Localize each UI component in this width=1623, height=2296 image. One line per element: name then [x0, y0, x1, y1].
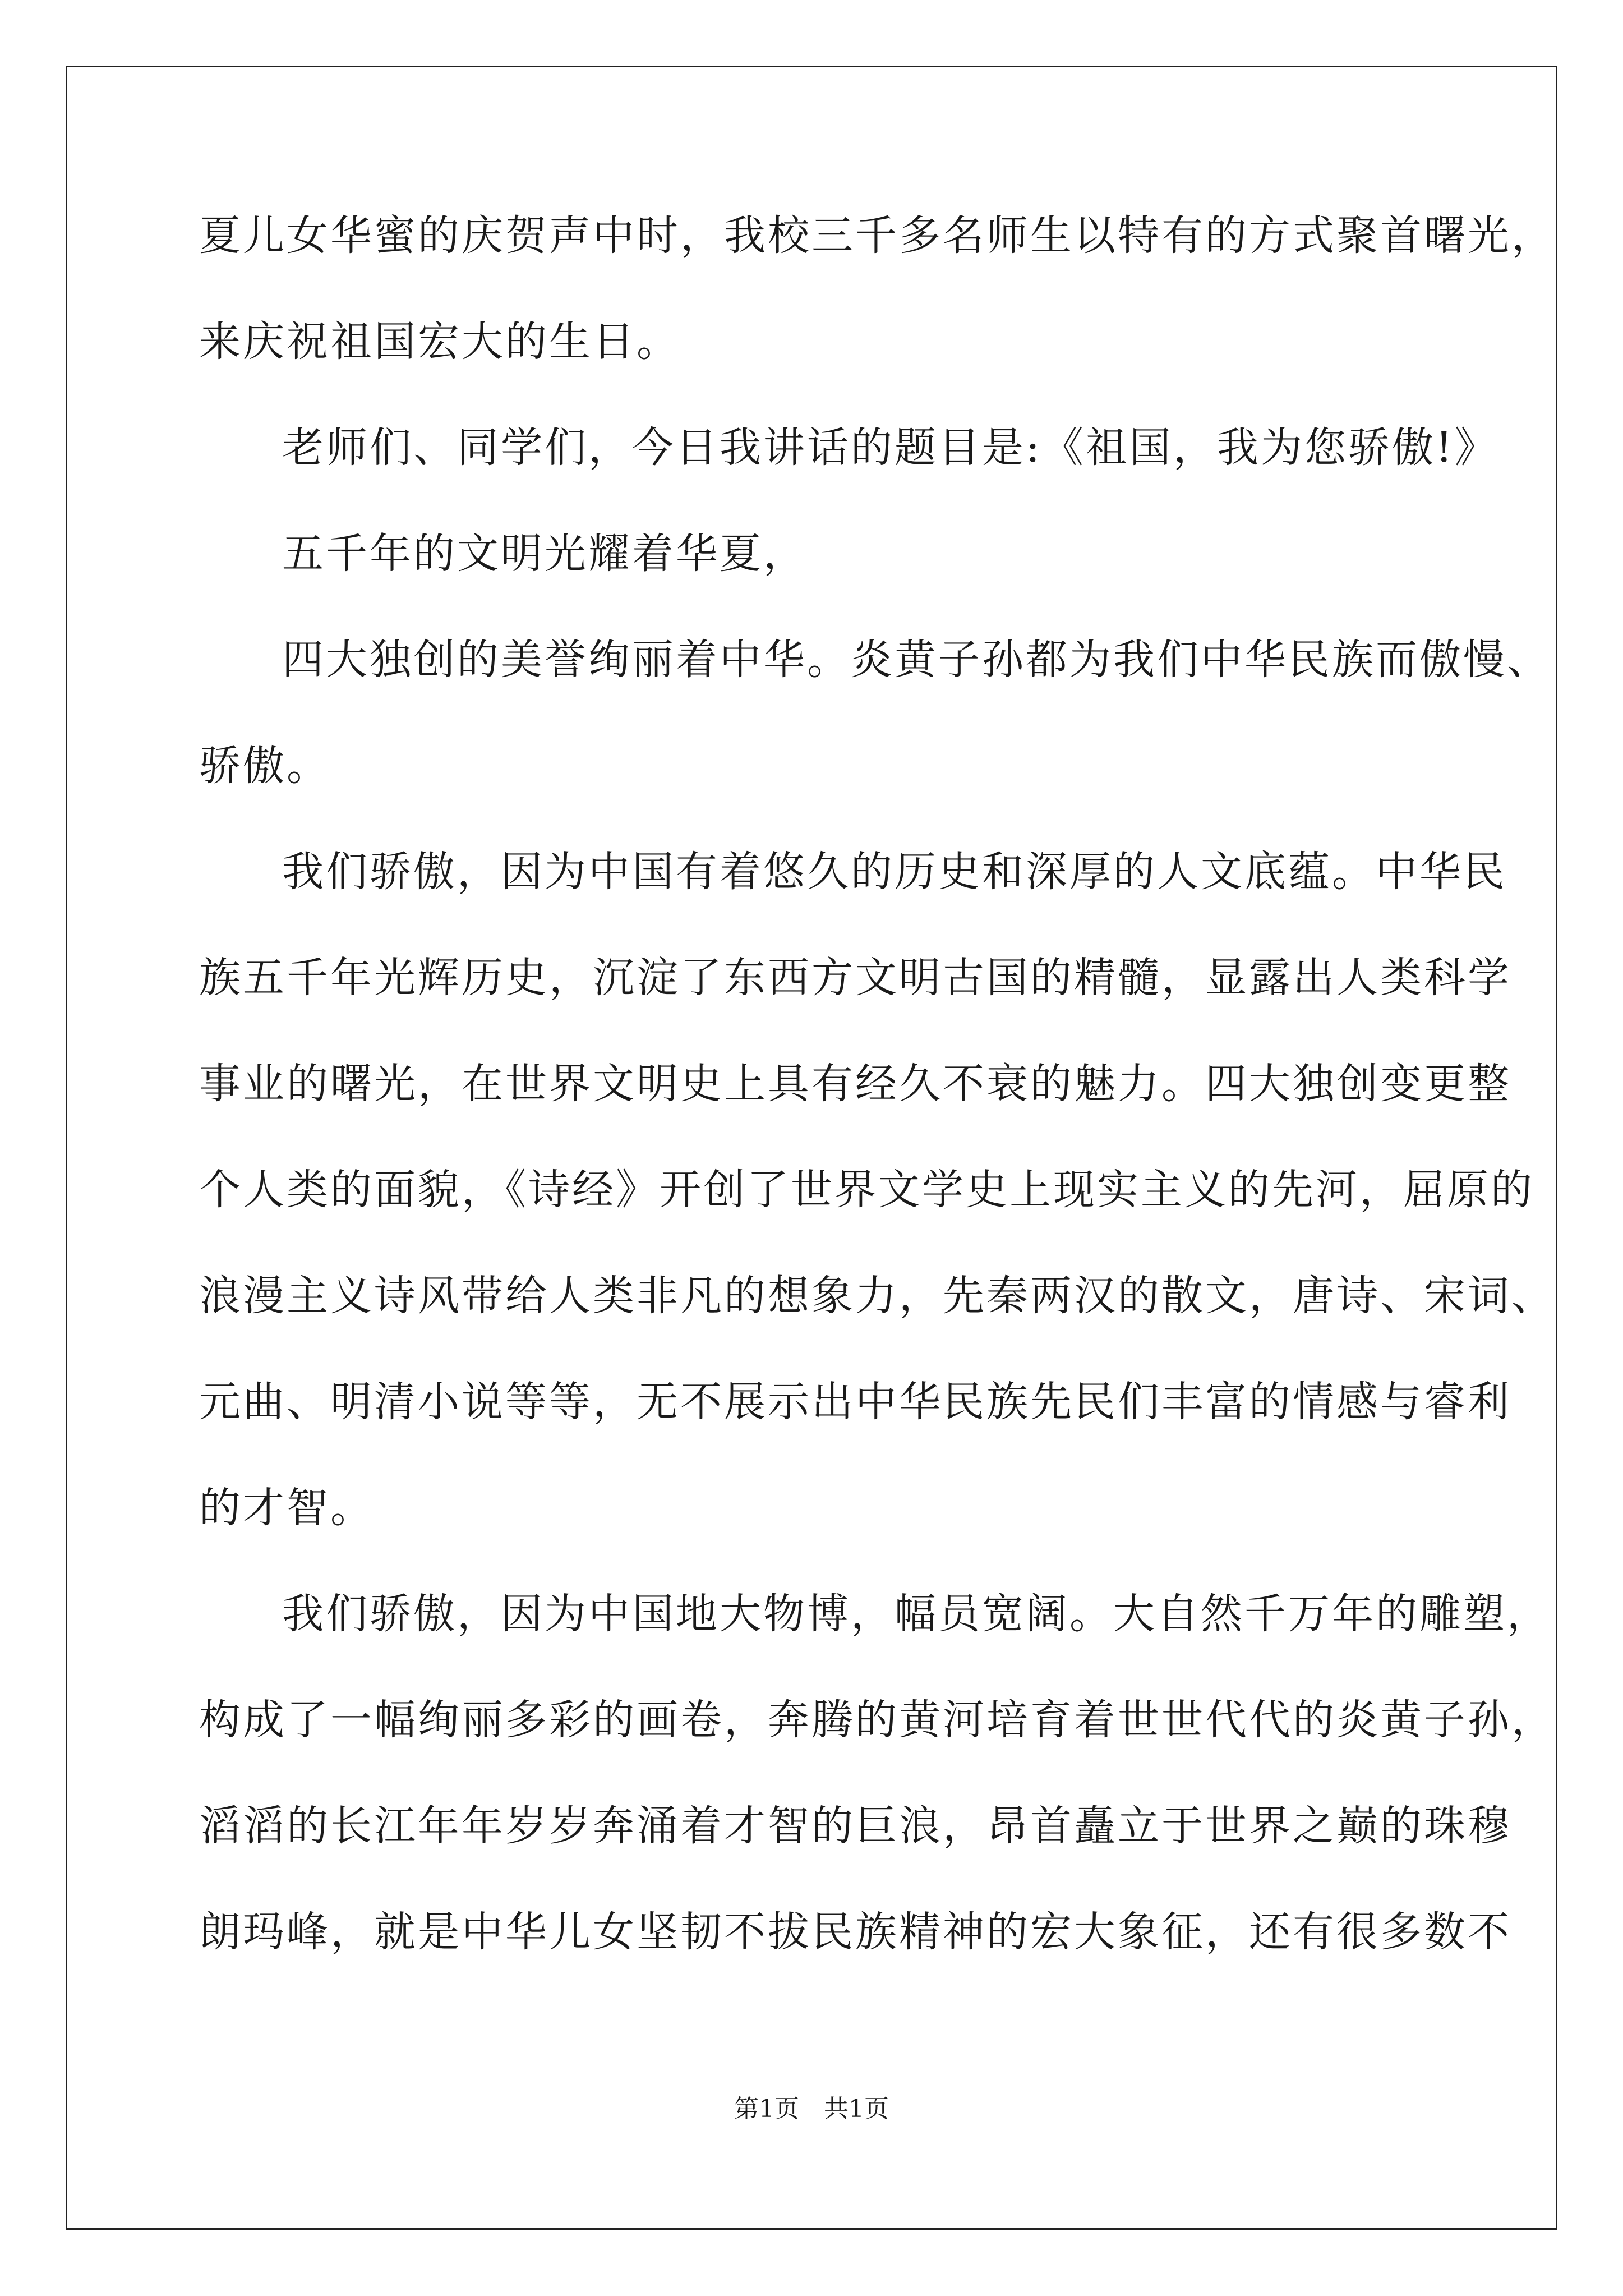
text-line: 来庆祝祖国宏大的生日。 — [199, 318, 680, 366]
text-line: 老师们、同学们，今日我讲话的题目是:《祖国，我为您骄傲!》 — [282, 424, 1498, 472]
text-line: 我们骄傲，因为中国地大物博，幅员宽阔。大自然千万年的雕塑， — [282, 1590, 1551, 1638]
text-line: 夏儿女华蜜的庆贺声中时，我校三千多名师生以特有的方式聚首曙光， — [199, 211, 1555, 260]
text-line: 元曲、明清小说等等，无不展示出中华民族先民们丰富的情感与睿利 — [199, 1378, 1511, 1426]
text-line: 事业的曙光，在世界文明史上具有经久不衰的魅力。四大独创变更整 — [199, 1060, 1511, 1108]
text-line: 滔滔的长江年年岁岁奔涌着才智的巨浪，昂首矗立于世界之巅的珠穆 — [199, 1802, 1511, 1850]
text-line: 构成了一幅绚丽多彩的画卷，奔腾的黄河培育着世世代代的炎黄子孙， — [199, 1696, 1555, 1744]
text-line: 朗玛峰，就是中华儿女坚韧不拔民族精神的宏大象征，还有很多数不 — [199, 1908, 1511, 1956]
text-line: 四大独创的美誉绚丽着中华。炎黄子孙都为我们中华民族而傲慢、 — [282, 636, 1551, 684]
text-line: 我们骄傲，因为中国有着悠久的历史和深厚的人文底蕴。中华民 — [282, 848, 1507, 896]
text-line: 族五千年光辉历史，沉淀了东西方文明古国的精髓，显露出人类科学 — [199, 954, 1511, 1002]
page-number-footer: 第1页 共1页 — [734, 2095, 889, 2123]
text-line: 五千年的文明光耀着华夏， — [282, 530, 807, 578]
text-line: 个人类的面貌，《诗经》开创了世界文学史上现实主义的先河，屈原的 — [199, 1166, 1534, 1214]
text-line: 的才智。 — [199, 1484, 374, 1532]
text-line: 骄傲。 — [199, 742, 330, 790]
text-line: 浪漫主义诗风带给人类非凡的想象力，先秦两汉的散文，唐诗、宋词、 — [199, 1272, 1555, 1320]
